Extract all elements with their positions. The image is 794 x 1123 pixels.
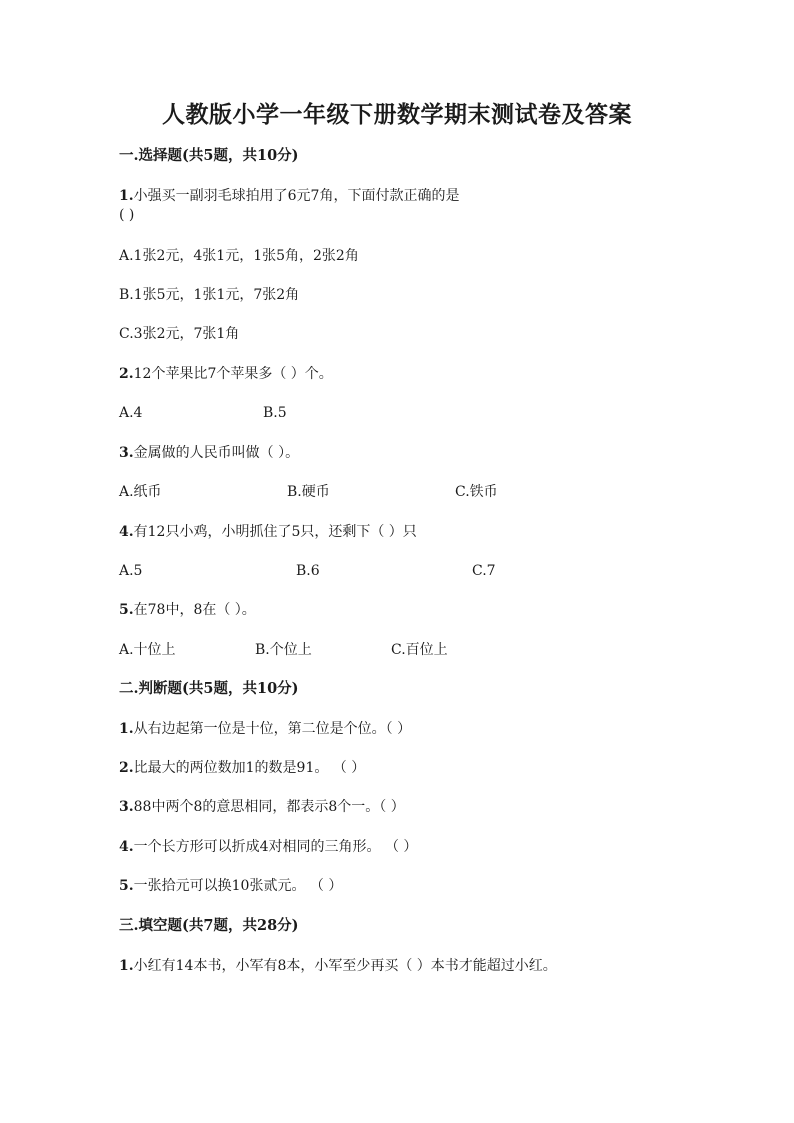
question-number: 5. [119,878,134,894]
option-1-1-a: A.1张2元，4张1元，1张5角，2张2角 [119,248,359,264]
question-number: 2. [119,366,134,382]
question-text: 小强买一副羽毛球拍用了6元7角，下面付款正确的是 [133,188,460,204]
question-number: 3. [119,445,134,461]
option-1-4-c: C.7 [472,563,496,579]
question-2-2 [119,759,365,777]
option-1-1-c: C.3张2元，7张1角 [119,326,240,342]
question-text: 从右边起第一位是十位，第二位是个位。（ ） [133,721,412,737]
question-text: 一张拾元可以换10张贰元。 （ ） [133,878,343,894]
question-2-4 [119,838,417,856]
option-1-5-a: A.十位上 [119,642,176,658]
section-heading-choice: 一.选择题(共5题，共10分) [119,147,299,164]
question-number: 3. [119,799,134,815]
question-text: 有12只小鸡，小明抓住了5只，还剩下（ ）只 [133,524,417,540]
option-1-1-b: B.1张5元，1张1元，7张2角 [119,287,300,303]
question-1-4 [119,523,417,541]
question-2-3 [119,798,405,816]
section-heading-fill-blank: 三.填空题(共7题，共28分) [119,917,299,934]
question-number: 4. [119,524,134,540]
question-number: 1. [119,721,134,737]
question-text: 比最大的两位数加1的数是91。 （ ） [133,760,366,776]
question-1-5 [119,601,256,619]
question-text: 一个长方形可以折成4对相同的三角形。 （ ） [133,839,418,855]
question-3-1 [119,957,557,975]
option-1-4-b: B.6 [296,563,320,579]
question-text: 小红有14本书，小军有8本，小军至少再买（ ）本书才能超过小红。 [133,958,557,974]
question-1-2 [119,365,333,383]
section-heading-judgement: 二.判断题(共5题，共10分) [119,680,299,697]
question-1-1 [119,187,459,205]
question-number: 4. [119,839,134,855]
question-text: 在78中，8在（ ）。 [133,602,256,618]
option-1-3-a: A.纸币 [119,484,162,500]
option-1-3-b: B.硬币 [287,484,330,500]
option-1-2-b: B.5 [263,405,287,421]
question-2-1 [119,720,411,738]
option-1-5-b: B.个位上 [255,642,312,658]
question-text: 金属做的人民币叫做（ ）。 [133,445,300,461]
question-text: 12个苹果比7个苹果多（ ）个。 [133,366,333,382]
question-text: 88中两个8的意思相同，都表示8个一。（ ） [133,799,405,815]
question-number: 5. [119,602,134,618]
option-1-3-c: C.铁币 [455,484,498,500]
option-1-2-a: A.4 [119,405,143,421]
question-number: 1. [119,958,134,974]
option-1-5-c: C.百位上 [391,642,448,658]
question-1-3 [119,444,299,462]
question-2-5 [119,877,342,895]
question-number: 2. [119,760,134,776]
question-1-1-blank: ( ) [119,207,135,223]
option-1-4-a: A.5 [119,563,143,579]
question-number: 1. [119,188,134,204]
page-title: 人教版小学一年级下册数学期末测试卷及答案 [162,101,632,128]
